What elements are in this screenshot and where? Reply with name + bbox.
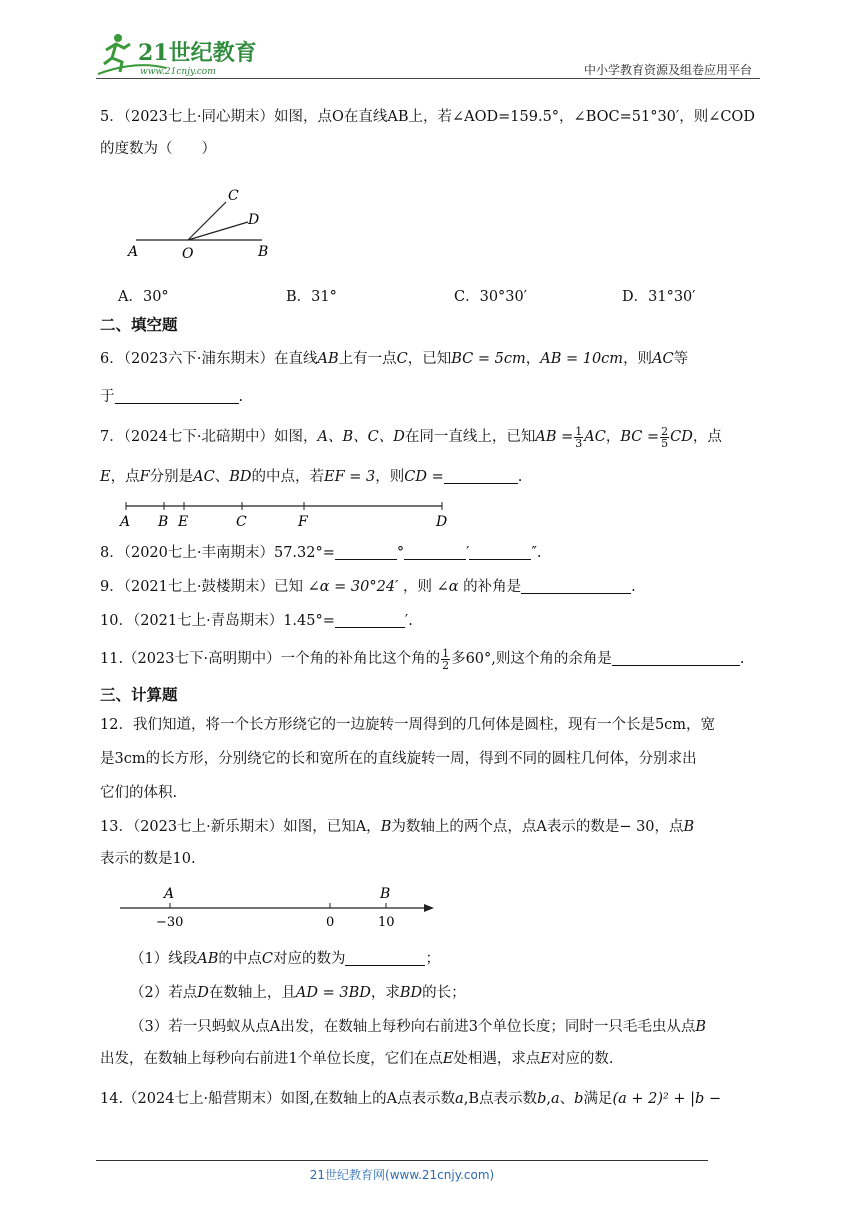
- q11-answer-blank[interactable]: [612, 647, 740, 666]
- q7-fraction-1: $\frac{1}{3}$: [575, 424, 583, 450]
- q11-fraction: $\frac{1}{2}$: [442, 646, 450, 672]
- q11-line: 11.（2023七下·高明期中）一个角的补角比这个角的 $\frac{1}{2}$ 多60°,则这个角的余角是 .: [100, 646, 745, 672]
- q5-option-b[interactable]: B．31°: [286, 289, 337, 305]
- q9-line: 9．（2021七上·鼓楼期末）已知 ∠α = 30°24′ ，则 ∠α 的补角是 .: [100, 574, 764, 600]
- fig5-label-d: D: [248, 212, 260, 228]
- q8-blank-minute[interactable]: [404, 541, 466, 560]
- q10-line: 10．（2021七上·青岛期末）1.45°= ′.: [100, 608, 764, 634]
- q13-sub3-line2: 出发，在数轴上每秒向右前进1个单位长度，它们在点E处相遇，求点E对应的数.: [100, 1051, 614, 1067]
- footer-link[interactable]: 21世纪教育网(www.21cnjy.com): [309, 1168, 495, 1182]
- q12-line2: 是3cm的长方形，分别绕它的长和宽所在的直线旋转一周，得到不同的圆柱几何体，分别求出: [100, 751, 697, 767]
- fig13-tick-neg30: −30: [156, 915, 184, 930]
- logo: [96, 30, 266, 78]
- q10-answer-blank[interactable]: [335, 609, 405, 628]
- q14-line1: 14.（2024七上·船营期末）如图,在数轴上的A点表示数a,B点表示数b,a、b满足(a + 2)² + |b −: [100, 1091, 722, 1107]
- q13-line1: 13．（2023七上·新乐期末）如图，已知A，B为数轴上的两个点，点A表示的数是− 30，点B: [100, 819, 695, 835]
- header-divider: [96, 78, 760, 79]
- fig7-label-a: A: [120, 514, 131, 530]
- q13-number-line: [116, 884, 446, 930]
- q7-answer-blank[interactable]: [444, 465, 518, 484]
- header: [96, 30, 760, 80]
- section-2-heading: 二、填空题: [100, 316, 178, 334]
- q7-fraction-2: $\frac{2}{5}$: [661, 424, 669, 450]
- fig5-label-b: B: [258, 244, 269, 260]
- fig13-tick-10: 10: [378, 915, 395, 930]
- q8-blank-second[interactable]: [469, 541, 531, 560]
- q5-line1: 5．（2023七上·同心期末）如图，点O在直线AB上，若∠AOD=159.5°，∠BOC=51°30′，则∠COD: [100, 109, 755, 125]
- q5-line2: 的度数为（ ）: [100, 141, 216, 157]
- q5-option-d[interactable]: D．31°30′: [622, 289, 696, 305]
- q7-line2: E，点F分别是AC、BD的中点，若EF = 3，则CD = .: [100, 464, 764, 490]
- fig7-label-f: F: [298, 514, 308, 530]
- q13-answer-blank[interactable]: [345, 947, 425, 966]
- q7-line1: 7．（2024七下·北碚期中）如图，A、B、C、D在同一直线上，已知AB = $\frac{1}{3}$ AC，BC = $\frac{2}{5}$ CD，点: [100, 424, 722, 450]
- fig13-label-a: A: [164, 886, 175, 902]
- logo-text: 21世纪教育: [138, 40, 257, 66]
- fig5-label-o: O: [182, 246, 194, 262]
- fig7-label-e: E: [178, 514, 189, 530]
- q6-line2: 于 .: [100, 384, 764, 410]
- q12-line1: 12．我们知道，将一个长方形绕它的一边旋转一周得到的几何体是圆柱，现有一个长是5cm，宽: [100, 717, 716, 733]
- q7-figure: [116, 498, 456, 530]
- q8-line: 8．（2020七上·丰南期末）57.32°= ° ′ ″.: [100, 540, 764, 566]
- q5-option-c[interactable]: C．30°30′: [454, 289, 528, 305]
- fig13-tick-0: 0: [326, 915, 335, 930]
- fig13-label-b: B: [380, 886, 391, 902]
- fig7-label-b: B: [158, 514, 169, 530]
- q5-figure: [122, 184, 282, 264]
- fig5-label-c: C: [228, 188, 239, 204]
- q12-line3: 它们的体积.: [100, 785, 178, 801]
- q8-blank-degree[interactable]: [335, 541, 397, 560]
- footer-divider: [96, 1160, 708, 1161]
- fig7-label-d: D: [436, 514, 448, 530]
- q13-sub1: （1）线段AB的中点C对应的数为 ；: [100, 946, 794, 972]
- section-3-heading: 三、计算题: [100, 686, 178, 704]
- q6-line1: 6．（2023六下·浦东期末）在直线AB上有一点C，已知BC = 5cm，AB = 10cm，则AC等: [100, 351, 689, 367]
- logo-url: www.21cnjy.com: [140, 67, 216, 77]
- platform-name: 中小学教育资源及组卷应用平台: [583, 63, 752, 77]
- q9-answer-blank[interactable]: [521, 575, 631, 594]
- q13-sub2: （2）若点D在数轴上，且AD = 3BD，求BD的长；: [130, 985, 466, 1001]
- q13-sub3-line1: （3）若一只蚂蚁从点A出发，在数轴上每秒向右前进3个单位长度；同时一只毛毛虫从点B: [130, 1019, 707, 1035]
- q5-option-a[interactable]: A．30°: [118, 289, 169, 305]
- q6-answer-blank[interactable]: [115, 385, 239, 404]
- q13-line2: 表示的数是10.: [100, 851, 196, 867]
- fig7-label-c: C: [236, 514, 247, 530]
- fig5-label-a: A: [128, 244, 139, 260]
